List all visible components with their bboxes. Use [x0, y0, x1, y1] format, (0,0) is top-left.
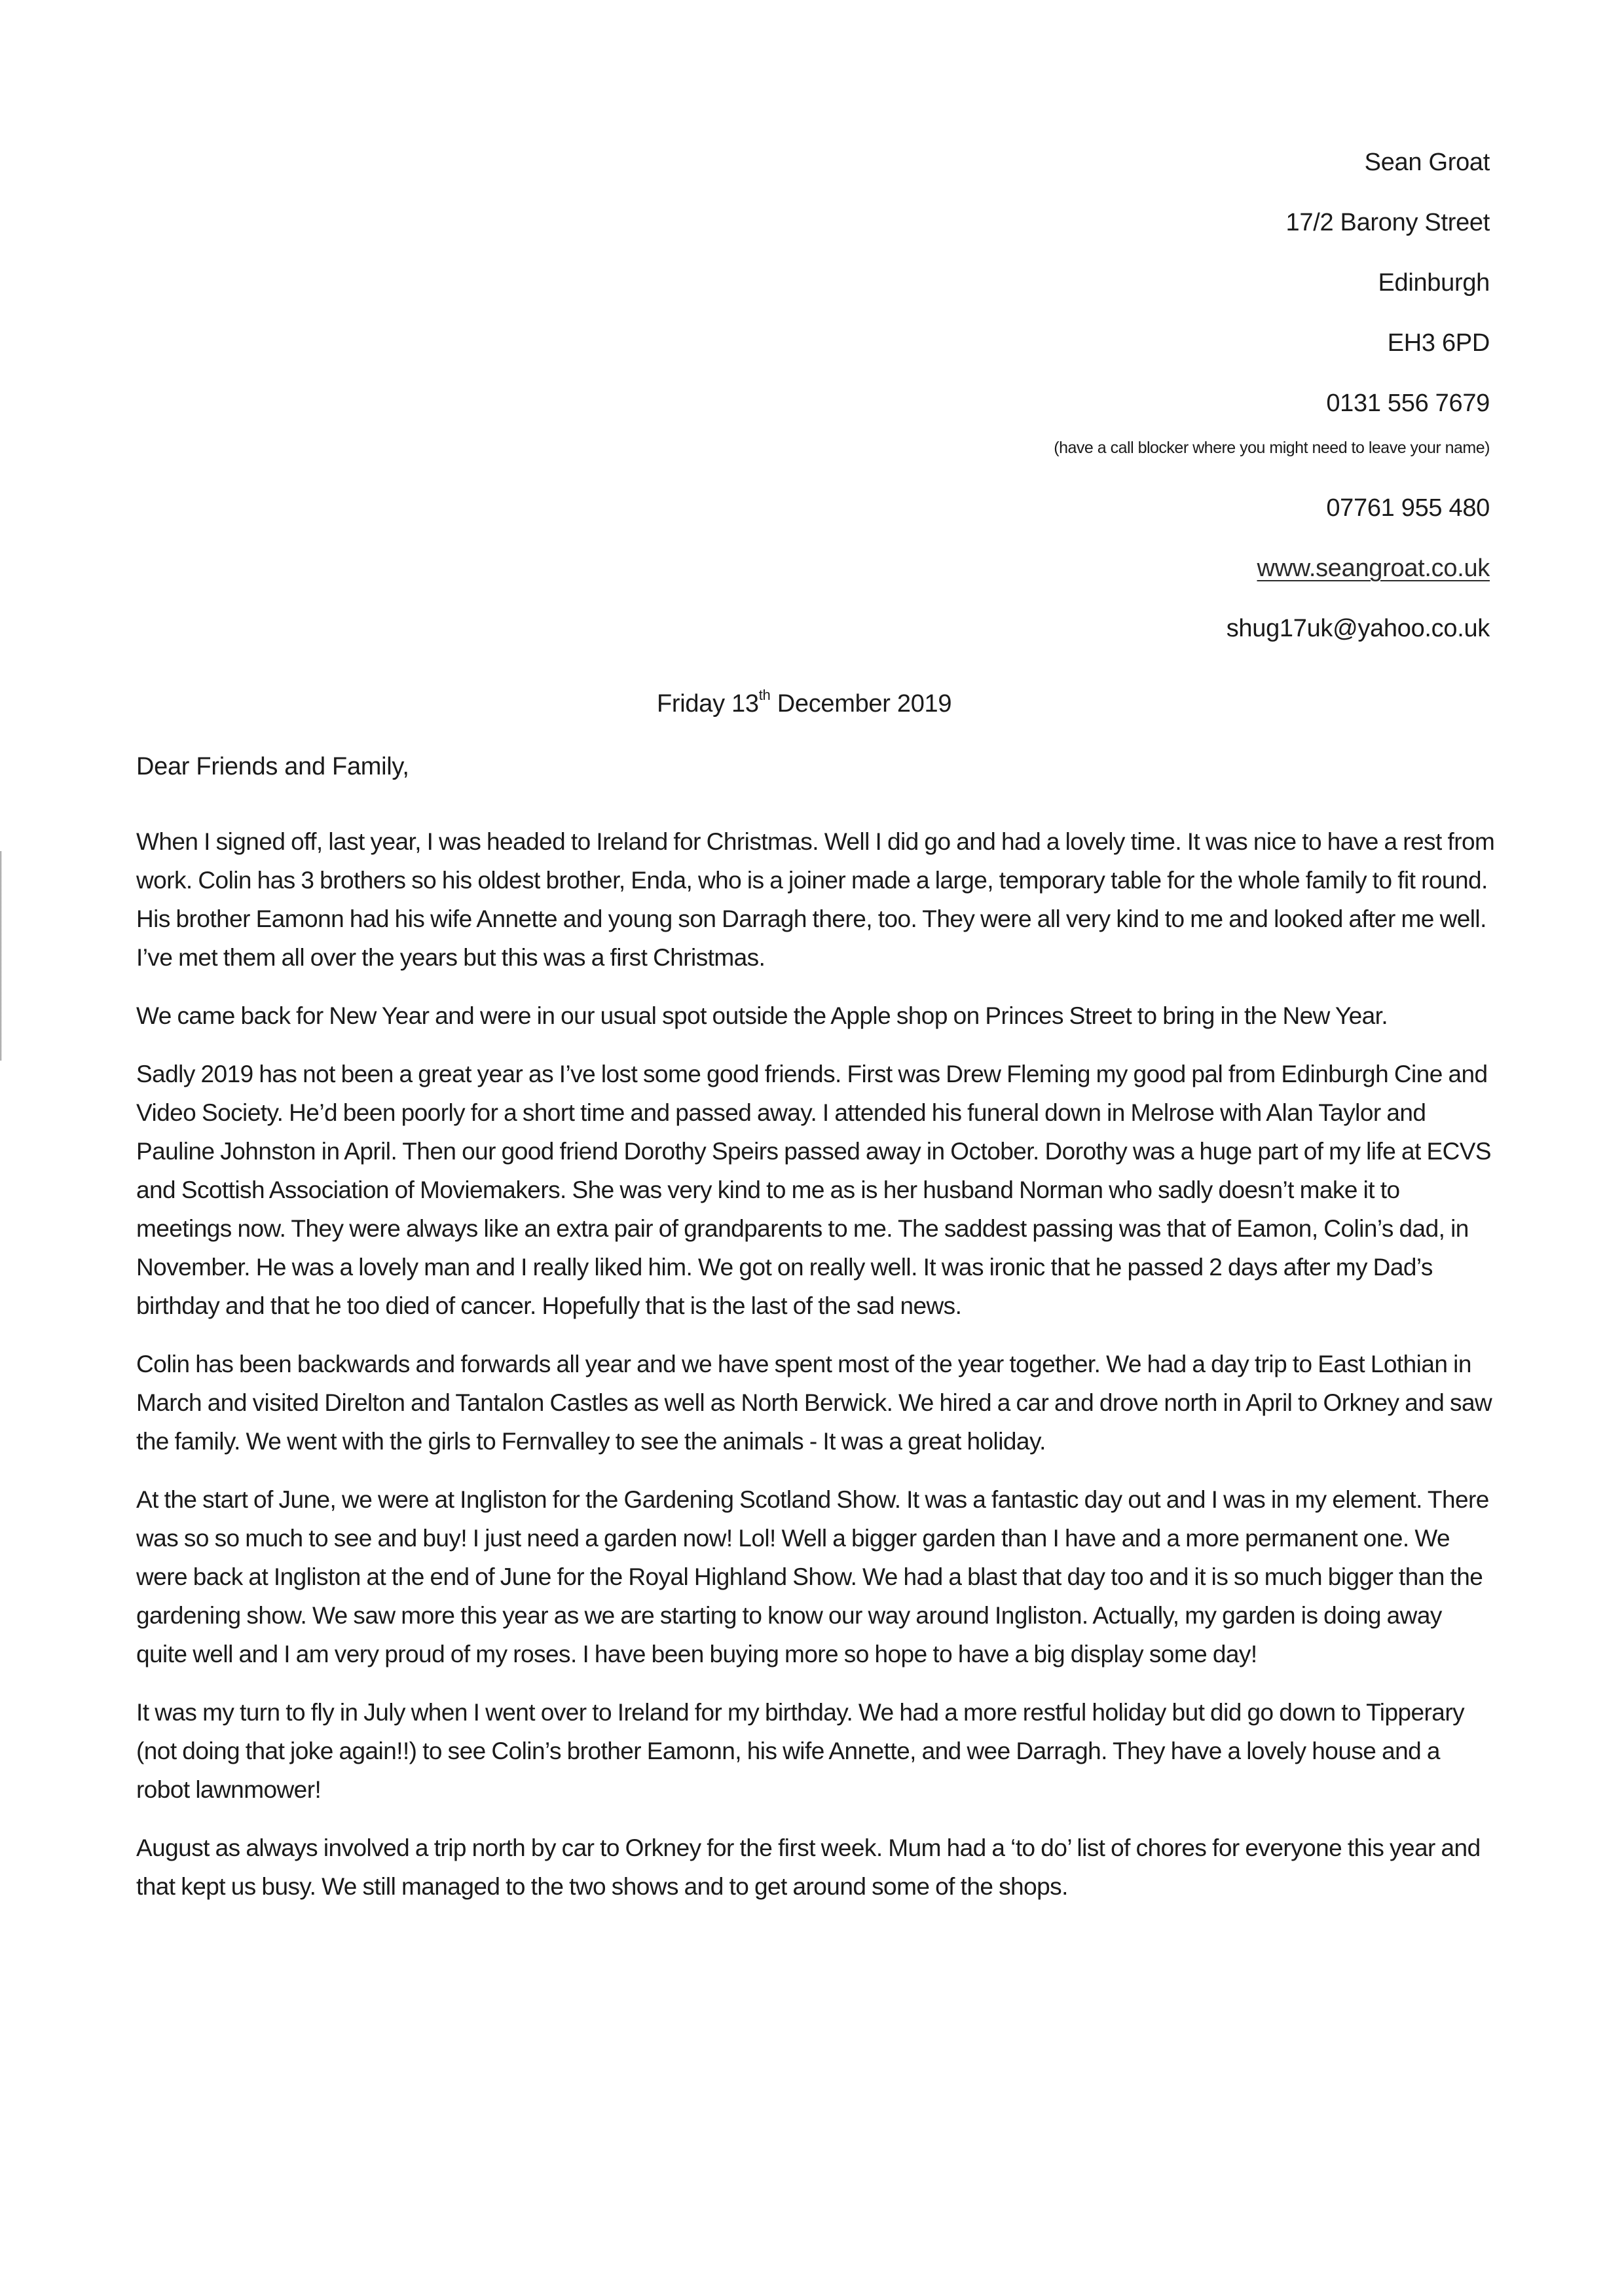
website-link[interactable]: www.seangroat.co.uk	[1257, 555, 1490, 582]
sender-mobile: 07761 955 480	[1326, 494, 1490, 522]
sender-address-block	[1054, 147, 1490, 674]
sender-name: Sean Groat	[1364, 149, 1490, 176]
landline-note: (have a call blocker where you might need to leave your name)	[1054, 439, 1490, 457]
date-day	[731, 687, 771, 718]
paragraph-christmas-ireland: When I signed off, last year, I was headed to Ireland for Christmas. Well I did go and had a lovely time. It was nice to have a rest from work. Colin has 3 brothers so his oldest brother, Enda, who is a joiner made a large, temporary table for the whole family to fit round. His brother Eamonn had his wife Annette and young son Darragh there, too. They were all very kind to me and looked after me well. I’ve met them all over the years but this was a first Christmas.	[136, 828, 1495, 971]
date-weekday: Friday	[657, 690, 725, 718]
letter-body	[136, 822, 1498, 1925]
paragraph-august-orkney: August as always involved a trip north by car to Orkney for the first week. Mum had a ‘to do’ list of chores for everyone this year and that kept us busy. We still managed to the two shows and to get around some of the shops.	[136, 1834, 1481, 1900]
date-month-year: December 2019	[777, 690, 952, 718]
sender-email: shug17uk@yahoo.co.uk	[1226, 615, 1490, 642]
paragraph-new-year: We came back for New Year and were in our usual spot outside the Apple shop on Princes Street to bring in the New Year.	[136, 1002, 1388, 1029]
paragraph-sad-news: Sadly 2019 has not been a great year as I’ve lost some good friends. First was Drew Fleming my good pal from Edinburgh Cine and Video Society. He’d been poorly for a short time and passed away. I attended his funeral down in Melrose with Alan Taylor and Pauline Johnston in April. Then our good friend Dorothy Speirs passed away in October. Dorothy was a huge part of my life at ECVS and Scottish Association of Moviemakers. She was very kind to me as is her husband Norman who sadly doesn’t make it to meetings now. They were always like an extra pair of grandparents to me. The saddest passing was that of Eamon, Colin’s dad, in November. He was a lovely man and I really liked him. We got on really well. It was ironic that he passed 2 days after my Dad’s birthday and that he too died of cancer. Hopefully that is the last of the sad news.	[136, 1061, 1491, 1319]
sender-street: 17/2 Barony Street	[1285, 209, 1490, 236]
date-day-suffix: th	[758, 687, 771, 704]
sender-website-row	[1054, 553, 1490, 583]
date-day-number: 13	[731, 690, 759, 718]
sender-landline: 0131 556 7679	[1326, 390, 1490, 417]
sender-city: Edinburgh	[1378, 269, 1490, 297]
sender-postcode: EH3 6PD	[1387, 329, 1490, 357]
paragraph-july-ireland: It was my turn to fly in July when I went over to Ireland for my birthday. We had a more restful holiday but did go down to Tipperary (not doing that joke again!!) to see Colin’s brother Eamonn, his wife Annette, and wee Darragh. They have a lovely house and a robot lawnmower!	[136, 1699, 1465, 1803]
salutation: Dear Friends and Family,	[136, 753, 409, 780]
letter-date	[657, 689, 951, 719]
paragraph-ingliston-shows: At the start of June, we were at Ingliston for the Gardening Scotland Show. It was a fantastic day out and I was in my element. There was so so much to see and buy! I just need a garden now! Lol! Well a bigger garden than I have and a more permanent one. We were back at Ingliston at the end of June for the Royal Highland Show. We had a blast that day too and it is so much bigger than the gardening show. We saw more this year as we are starting to know our way around Ingliston. Actually, my garden is doing away quite well and I am very proud of my roses. I have been buying more so hope to have a big display some day!	[136, 1486, 1489, 1667]
paragraph-trips: Colin has been backwards and forwards all year and we have spent most of the year together. We had a day trip to East Lothian in March and visited Direlton and Tantalon Castles as well as North Berwick. We hired a car and drove north in April to Orkney and saw the family. We went with the girls to Fernvalley to see the animals - It was a great holiday.	[136, 1351, 1492, 1455]
